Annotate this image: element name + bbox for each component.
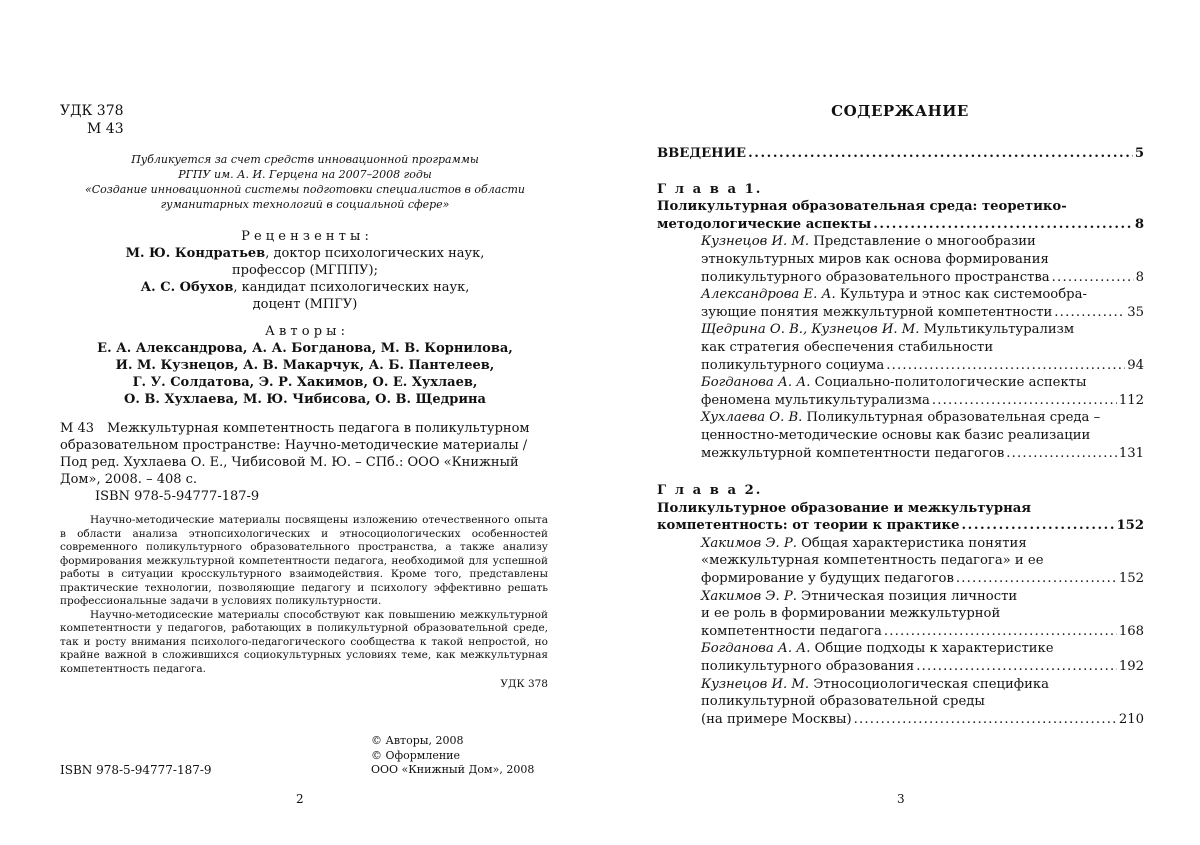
authors-line: О. В. Хухлаева, М. Ю. Чибисова, О. В. Щедрина xyxy=(124,392,486,407)
funding-line: Публикуется за счет средств инновационной программы xyxy=(131,153,479,166)
entry-title: (на примере Москвы) xyxy=(701,711,852,727)
toc-entry[interactable] xyxy=(657,286,1144,321)
isbn-bottom: ISBN 978-5-94777-187-9 xyxy=(60,763,212,777)
catalog-line: Дом», 2008. – 408 с. xyxy=(60,472,198,487)
funding-note xyxy=(60,152,550,212)
catalog-line: Под ред. Хухлаева О. Е., Чибисовой М. Ю. – СПб.: ООО «Книжный xyxy=(60,455,519,470)
reviewer-line xyxy=(60,245,550,262)
toc-page-number: 168 xyxy=(1118,623,1144,639)
toc-page-number: 152 xyxy=(1118,571,1144,587)
toc-entry[interactable] xyxy=(657,640,1144,675)
entry-author: Богданова А. А. xyxy=(701,375,811,391)
authors-line: И. М. Кузнецов, А. В. Макарчук, А. Б. Пантелеев, xyxy=(115,358,495,373)
reviewer-desc: , доктор психологических наук, xyxy=(265,246,485,261)
entry-author: Хухлаева О. В. xyxy=(701,410,803,426)
toc-entry[interactable] xyxy=(657,321,1144,374)
toc-page-number: 35 xyxy=(1127,304,1144,320)
annotation xyxy=(60,514,548,692)
copyright-block xyxy=(371,734,534,778)
entry-title: Поликультурная образовательная среда – xyxy=(802,410,1101,426)
entry-author: Кузнецов И. М. xyxy=(701,234,810,250)
udk-code: УДК 378 xyxy=(60,103,124,119)
copyright-line: © Авторы, 2008 xyxy=(371,734,464,747)
authors-block xyxy=(60,323,550,408)
leader-dots xyxy=(873,216,1133,234)
entry-title: Социально-политологические аспекты xyxy=(810,375,1087,391)
toc-entry[interactable] xyxy=(657,409,1144,462)
entry-author: Хакимов Э. Р. xyxy=(701,535,797,551)
funding-line: РГПУ им. А. И. Герцена на 2007–2008 годы xyxy=(178,168,432,181)
funding-line: гуманитарных технологий в социальной сфере» xyxy=(160,198,450,211)
entry-title: поликультурного образовательного пространства xyxy=(701,269,1050,285)
page-number: 3 xyxy=(897,792,905,806)
authors-line: Е. А. Александрова, А. А. Богданова, М. В. Корнилова, xyxy=(97,341,513,356)
annotation-paragraph: Научно-методические материалы посвящены изложению отечественного опыта в области анализа этнопсихологических и этносоциологических особенностей современного поликультурного образовательного пространства, а также анализу формирования межкультурной компетентности педагога, необходимой для успешной работы в ситуации кросскультурного взаимодействия. Кроме того, представлены практические технологии, позволяющие педагогу и психологу эффективно решать профессиональные задачи в условиях поликультурности. xyxy=(60,514,548,607)
entry-title: поликультурного образования xyxy=(701,659,915,675)
chapter-title: Поликультурное образование и межкультурная xyxy=(657,500,1032,516)
chapter-heading: Г л а в а 1. xyxy=(657,181,763,197)
leader-dots xyxy=(1052,269,1134,287)
entry-author: Хакимов Э. Р. xyxy=(701,588,797,604)
catalog-line: образовательном пространстве: Научно-методические материалы / xyxy=(60,438,528,453)
entry-author: Богданова А. А. xyxy=(701,641,811,657)
entry-title: как стратегия обеспечения стабильности xyxy=(701,339,994,355)
chapter-title: компетентность: от теории к практике xyxy=(657,518,960,534)
catalog-line: Межкультурная компетентность педагога в поликультурном xyxy=(107,421,530,436)
toc-entry[interactable] xyxy=(657,588,1144,641)
toc-entry[interactable] xyxy=(657,374,1144,409)
authors-list xyxy=(60,340,550,408)
leader-dots xyxy=(884,623,1117,641)
entry-title: Этносоциологическая специфика xyxy=(809,676,1049,692)
leader-dots xyxy=(886,357,1125,375)
entry-title: этнокультурных миров как основа формирования xyxy=(701,251,1049,267)
toc-page-number: 94 xyxy=(1127,357,1144,373)
leader-dots xyxy=(1006,445,1117,463)
toc-page-number: 8 xyxy=(1135,269,1144,285)
entry-author: Кузнецов И. М. xyxy=(701,676,810,692)
author-mark: М 43 xyxy=(87,121,124,137)
entry-title: формирование у будущих педагогов xyxy=(701,571,954,587)
entry-author: Александрова Е. А. xyxy=(701,287,836,303)
entry-title: поликультурной образовательной среды xyxy=(701,694,985,710)
reviewer-desc: , кандидат психологических наук, xyxy=(233,280,470,295)
reviewer-line: профессор (МГППУ); xyxy=(231,263,379,278)
entry-title: и ее роль в формировании межкультурной xyxy=(701,606,1001,622)
chapter-title: Поликультурная образовательная среда: теоретико- xyxy=(657,199,1067,215)
chapter-heading: Г л а в а 2. xyxy=(657,483,763,499)
toc-entry[interactable] xyxy=(657,676,1144,729)
copyright-line: © Оформление xyxy=(371,748,461,762)
entry-title: поликультурного социума xyxy=(701,357,885,373)
entry-title: «межкультурная компетентность педагога» и ее xyxy=(701,553,1044,569)
leader-dots xyxy=(961,517,1114,535)
toc-title: СОДЕРЖАНИЕ xyxy=(831,102,969,120)
toc-entry-label: ВВЕДЕНИЕ xyxy=(657,146,747,161)
annotation-paragraph: Научно-методисеские материалы способствуют как повышению межкультурной компетентности у педагогов, работающих в поликультурной образовательной среде, так и росту внимания психолого-педагогического сообщества к такой непростой, но крайне важной в сложившихся социокультурных условиях теме, как межкультурная компетентность педагога. xyxy=(60,608,548,675)
entry-title: ценностно-методические основы как базис реализации xyxy=(701,427,1091,443)
reviewer-name: М. Ю. Кондратьев xyxy=(125,246,266,261)
reviewer-line xyxy=(60,279,550,296)
toc-page-number: 112 xyxy=(1118,392,1144,408)
entry-title: Общие подходы к характеристике xyxy=(810,641,1054,657)
reviewers-heading: Р е ц е н з е н т ы : xyxy=(241,229,369,244)
udk-block xyxy=(60,102,124,138)
table-of-contents xyxy=(657,145,1144,728)
authors-heading: А в т о р ы : xyxy=(264,324,346,339)
entry-title: Общая характеристика понятия xyxy=(796,535,1027,551)
entry-title: межкультурной компетентности педагогов xyxy=(701,445,1005,461)
leader-dots xyxy=(932,392,1117,410)
leader-dots xyxy=(956,570,1117,588)
copyright-line: ООО «Книжный Дом», 2008 xyxy=(371,763,535,776)
entry-author: Щедрина О. В., Кузнецов И. М. xyxy=(701,322,920,338)
entry-title: Представление о многообразии xyxy=(809,234,1036,250)
toc-page-number: 152 xyxy=(1116,518,1144,534)
toc-entry[interactable] xyxy=(657,535,1144,588)
toc-page-number: 210 xyxy=(1118,711,1144,727)
toc-page-number: 131 xyxy=(1118,445,1144,461)
leader-dots xyxy=(748,145,1133,163)
reviewer-line: доцент (МПГУ) xyxy=(252,297,358,312)
reviewers-block xyxy=(60,228,550,313)
right-page xyxy=(600,0,1200,845)
toc-entry-intro[interactable] xyxy=(657,145,1144,163)
entry-title: феномена мультикультурализма xyxy=(701,392,930,408)
authors-line: Г. У. Солдатова, Э. Р. Хакимов, О. Е. Хухлаев, xyxy=(132,375,478,390)
funding-line: «Создание инновационной системы подготовки специалистов в области xyxy=(84,183,525,196)
annotation-udk: УДК 378 xyxy=(500,678,548,690)
chapter-title: методологические аспекты xyxy=(657,216,872,232)
toc-page-number: 8 xyxy=(1134,216,1144,232)
page-number: 2 xyxy=(296,792,304,806)
toc-page-number: 5 xyxy=(1134,146,1144,161)
leader-dots xyxy=(854,711,1117,729)
toc-entry[interactable] xyxy=(657,233,1144,286)
leader-dots xyxy=(1054,304,1125,322)
toc-page-number: 192 xyxy=(1118,659,1144,675)
entry-title: зующие понятия межкультурной компетентности xyxy=(701,304,1053,320)
catalog-record xyxy=(60,420,550,505)
catalog-isbn: ISBN 978-5-94777-187-9 xyxy=(95,489,260,504)
reviewer-name: А. С. Обухов xyxy=(140,280,234,295)
leader-dots xyxy=(916,658,1117,676)
entry-title: компетентности педагога xyxy=(701,623,882,639)
toc-entry-chapter[interactable] xyxy=(657,517,1144,535)
entry-title: Мультикультурализм xyxy=(919,322,1075,338)
entry-title: Этническая позиция личности xyxy=(796,588,1018,604)
toc-entry-chapter[interactable] xyxy=(657,216,1144,234)
catalog-code: М 43 xyxy=(60,421,94,436)
entry-title: Культура и этнос как системообра- xyxy=(835,287,1087,303)
